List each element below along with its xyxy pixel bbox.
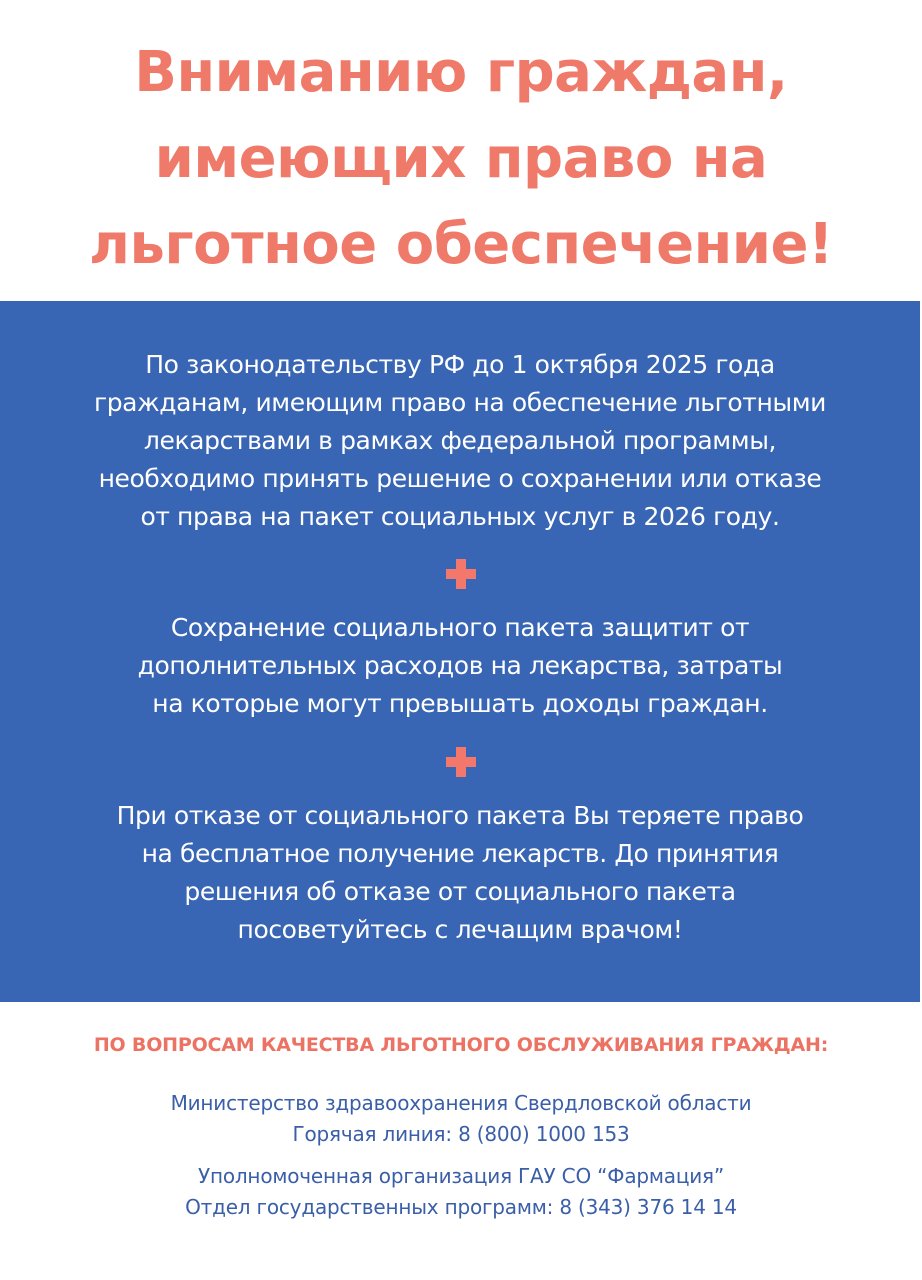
paragraph-line: от права на пакет социальных услуг в 2026 году.: [140, 502, 780, 531]
paragraph-line: При отказе от социального пакета Вы теряете право: [116, 801, 804, 830]
paragraph-line: дополнительных расходов на лекарства, затраты: [137, 651, 783, 680]
title-line-3: льготное обеспечение!: [88, 212, 834, 277]
title-line-1: Вниманию граждан,: [134, 40, 788, 105]
paragraph-line: посоветуйтесь с лечащим врачом!: [237, 915, 683, 944]
contact-pharmacy: [0, 1161, 922, 1223]
paragraph-deadline: [0, 346, 920, 536]
paragraph-line: на которые могут превышать доходы граждан.: [152, 689, 768, 718]
paragraph-line: По законодательству РФ до 1 октября 2025 года: [145, 350, 775, 379]
paragraph-benefit: [0, 609, 920, 723]
paragraph-line: решения об отказе от социального пакета: [184, 877, 736, 906]
info-panel: [0, 301, 920, 1002]
paragraph-line: на бесплатное получение лекарств. До принятия: [141, 839, 779, 868]
contact-organization: Уполномоченная организация ГАУ СО “Фармация”: [197, 1164, 725, 1188]
contact-phone: Отдел государственных программ: 8 (343) 376 14 14: [185, 1195, 737, 1219]
plus-cross-icon: [446, 747, 476, 777]
paragraph-line: Сохранение социального пакета защитит от: [170, 613, 750, 642]
contacts-heading: ПО ВОПРОСАМ КАЧЕСТВА ЛЬГОТНОГО ОБСЛУЖИВАНИЯ ГРАЖДАН:: [93, 1034, 829, 1056]
page-title: [0, 30, 922, 288]
paragraph-warning: [0, 797, 920, 949]
paragraph-line: лекарствами в рамках федеральной программы,: [143, 426, 777, 455]
contact-ministry: [0, 1088, 922, 1150]
paragraph-line: гражданам, имеющим право на обеспечение льготными: [93, 388, 827, 417]
paragraph-line: необходимо принять решение о сохранении или отказе: [98, 464, 822, 493]
plus-cross-icon: [446, 559, 476, 589]
contact-phone: Горячая линия: 8 (800) 1000 153: [292, 1122, 630, 1146]
contact-organization: Министерство здравоохранения Свердловской области: [170, 1091, 752, 1115]
title-line-2: имеющих право на: [154, 126, 768, 191]
